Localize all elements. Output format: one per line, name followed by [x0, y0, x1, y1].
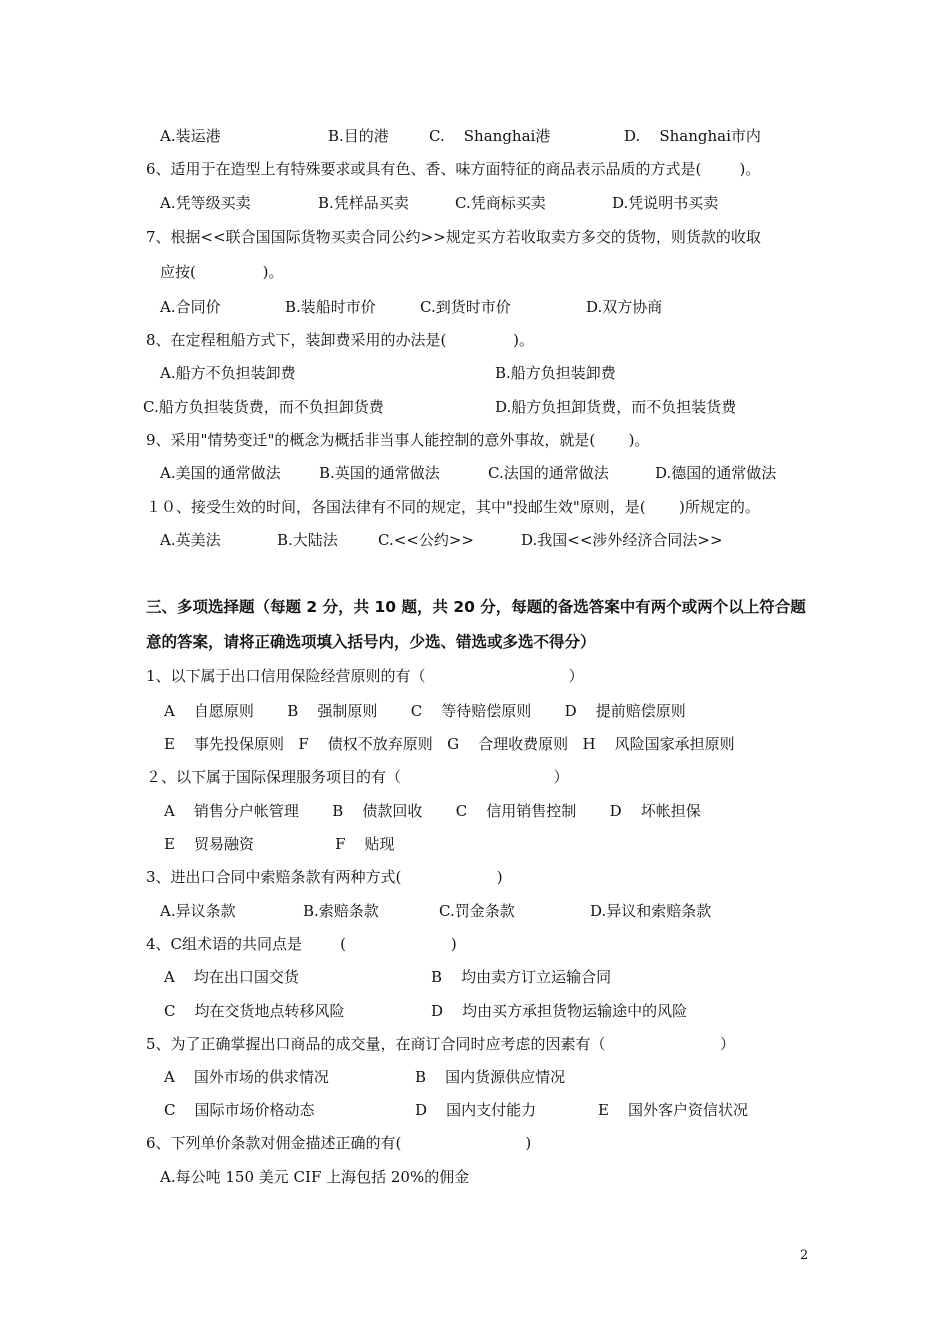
- mq3-option-a: A.异议条款: [160, 902, 236, 920]
- q7-option-a: A.合同价: [160, 298, 221, 316]
- mq5-option-e: E 国外客户资信状况: [598, 1101, 749, 1119]
- q6-stem: 6、适用于在造型上有特殊要求或具有色、香、味方面特征的商品表示品质的方式是( )。: [146, 160, 761, 178]
- q8-option-c: C.船方负担装货费，而不负担卸货费: [143, 398, 384, 416]
- q7-option-b: B.装船时市价: [285, 298, 376, 316]
- q7-option-d: D.双方协商: [586, 298, 663, 316]
- section-heading-line2: 意的答案，请将正确选项填入括号内，少选、错选或多选不得分）: [146, 633, 596, 651]
- q8-stem: 8、在定程租船方式下，装卸费采用的办法是( )。: [146, 331, 535, 349]
- mq3-option-c: C.罚金条款: [439, 902, 515, 920]
- mq5-option-a: A 国外市场的供求情况: [164, 1068, 329, 1086]
- mq4-option-a: A 均在出口国交货: [164, 968, 299, 986]
- mq2-options-row1: A 销售分户帐管理 B 债款回收 C 信用销售控制 D 坏帐担保: [164, 802, 701, 820]
- mq3-option-d: D.异议和索赔条款: [590, 902, 712, 920]
- q9-stem: 9、采用"情势变迁"的概念为概括非当事人能控制的意外事故，就是( )。: [146, 431, 650, 449]
- mq4-option-c: C 均在交货地点转移风险: [164, 1002, 345, 1020]
- q7-stem-line2: 应按( )。: [160, 263, 284, 281]
- q5-option-b: B.目的港: [328, 127, 389, 145]
- q10-option-d: D.我国<<涉外经济合同法>>: [521, 531, 723, 549]
- q6-option-a: A.凭等级买卖: [160, 194, 251, 212]
- mq5-option-c: C 国际市场价格动态: [164, 1101, 315, 1119]
- q8-option-b: B.船方负担装卸费: [495, 364, 616, 382]
- mq1-options-row1: A 自愿原则 B 强制原则 C 等待赔偿原则 D 提前赔偿原则: [164, 702, 686, 720]
- q8-option-d: D.船方负担卸货费，而不负担装货费: [495, 398, 737, 416]
- mq3-stem: 3、进出口合同中索赔条款有两种方式( ): [146, 868, 503, 886]
- q10-option-a: A.英美法: [160, 531, 221, 549]
- section-heading-line1: 三、多项选择题（每题 2 分，共 10 题，共 20 分，每题的备选答案中有两个或两个以上符合题: [146, 598, 806, 616]
- mq4-option-d: D 均由买方承担货物运输途中的风险: [431, 1002, 688, 1020]
- q9-option-b: B.英国的通常做法: [319, 464, 440, 482]
- q10-option-c: C.<<公约>>: [378, 531, 474, 549]
- mq2-options-row2: E 贸易融资 F 贴现: [164, 835, 395, 853]
- q5-option-c: C. Shanghai港: [429, 127, 551, 145]
- q5-option-d: D. Shanghai市内: [624, 127, 761, 145]
- mq5-option-b: B 国内货源供应情况: [415, 1068, 566, 1086]
- mq3-option-b: B.索赔条款: [303, 902, 379, 920]
- q7-option-c: C.到货时市价: [420, 298, 511, 316]
- q10-stem: １０、接受生效的时间，各国法律有不同的规定，其中"投邮生效"原则，是( )所规定的。: [146, 498, 760, 516]
- q7-stem-line1: 7、根据<<联合国国际货物买卖合同公约>>规定买方若收取卖方多交的货物，则货款的收取: [146, 228, 761, 246]
- q9-option-a: A.美国的通常做法: [160, 464, 281, 482]
- q6-option-c: C.凭商标买卖: [455, 194, 546, 212]
- q9-option-d: D.德国的通常做法: [655, 464, 777, 482]
- q6-option-b: B.凭样品买卖: [318, 194, 409, 212]
- mq2-stem: ２、以下属于国际保理服务项目的有（ ）: [146, 768, 569, 786]
- mq1-options-row2: E 事先投保原则 F 债权不放弃原则 G 合理收费原则 H 风险国家承担原则: [164, 735, 735, 753]
- mq6-option-a: A.每公吨 150 美元 CIF 上海包括 20%的佣金: [160, 1168, 470, 1186]
- page-number: 2: [800, 1248, 809, 1263]
- mq5-stem: 5、为了正确掌握出口商品的成交量，在商订合同时应考虑的因素有（ ）: [146, 1035, 735, 1053]
- q6-option-d: D.凭说明书买卖: [612, 194, 719, 212]
- q5-option-a: A.装运港: [160, 127, 221, 145]
- q9-option-c: C.法国的通常做法: [488, 464, 609, 482]
- q8-option-a: A.船方不负担装卸费: [160, 364, 296, 382]
- q10-option-b: B.大陆法: [277, 531, 338, 549]
- mq4-option-b: B 均由卖方订立运输合同: [431, 968, 612, 986]
- mq4-stem: 4、C组术语的共同点是 ( ): [146, 935, 457, 953]
- mq6-stem: 6、下列单价条款对佣金描述正确的有( ): [146, 1134, 532, 1152]
- mq1-stem: 1、以下属于出口信用保险经营原则的有（ ）: [146, 667, 584, 685]
- mq5-option-d: D 国内支付能力: [415, 1101, 537, 1119]
